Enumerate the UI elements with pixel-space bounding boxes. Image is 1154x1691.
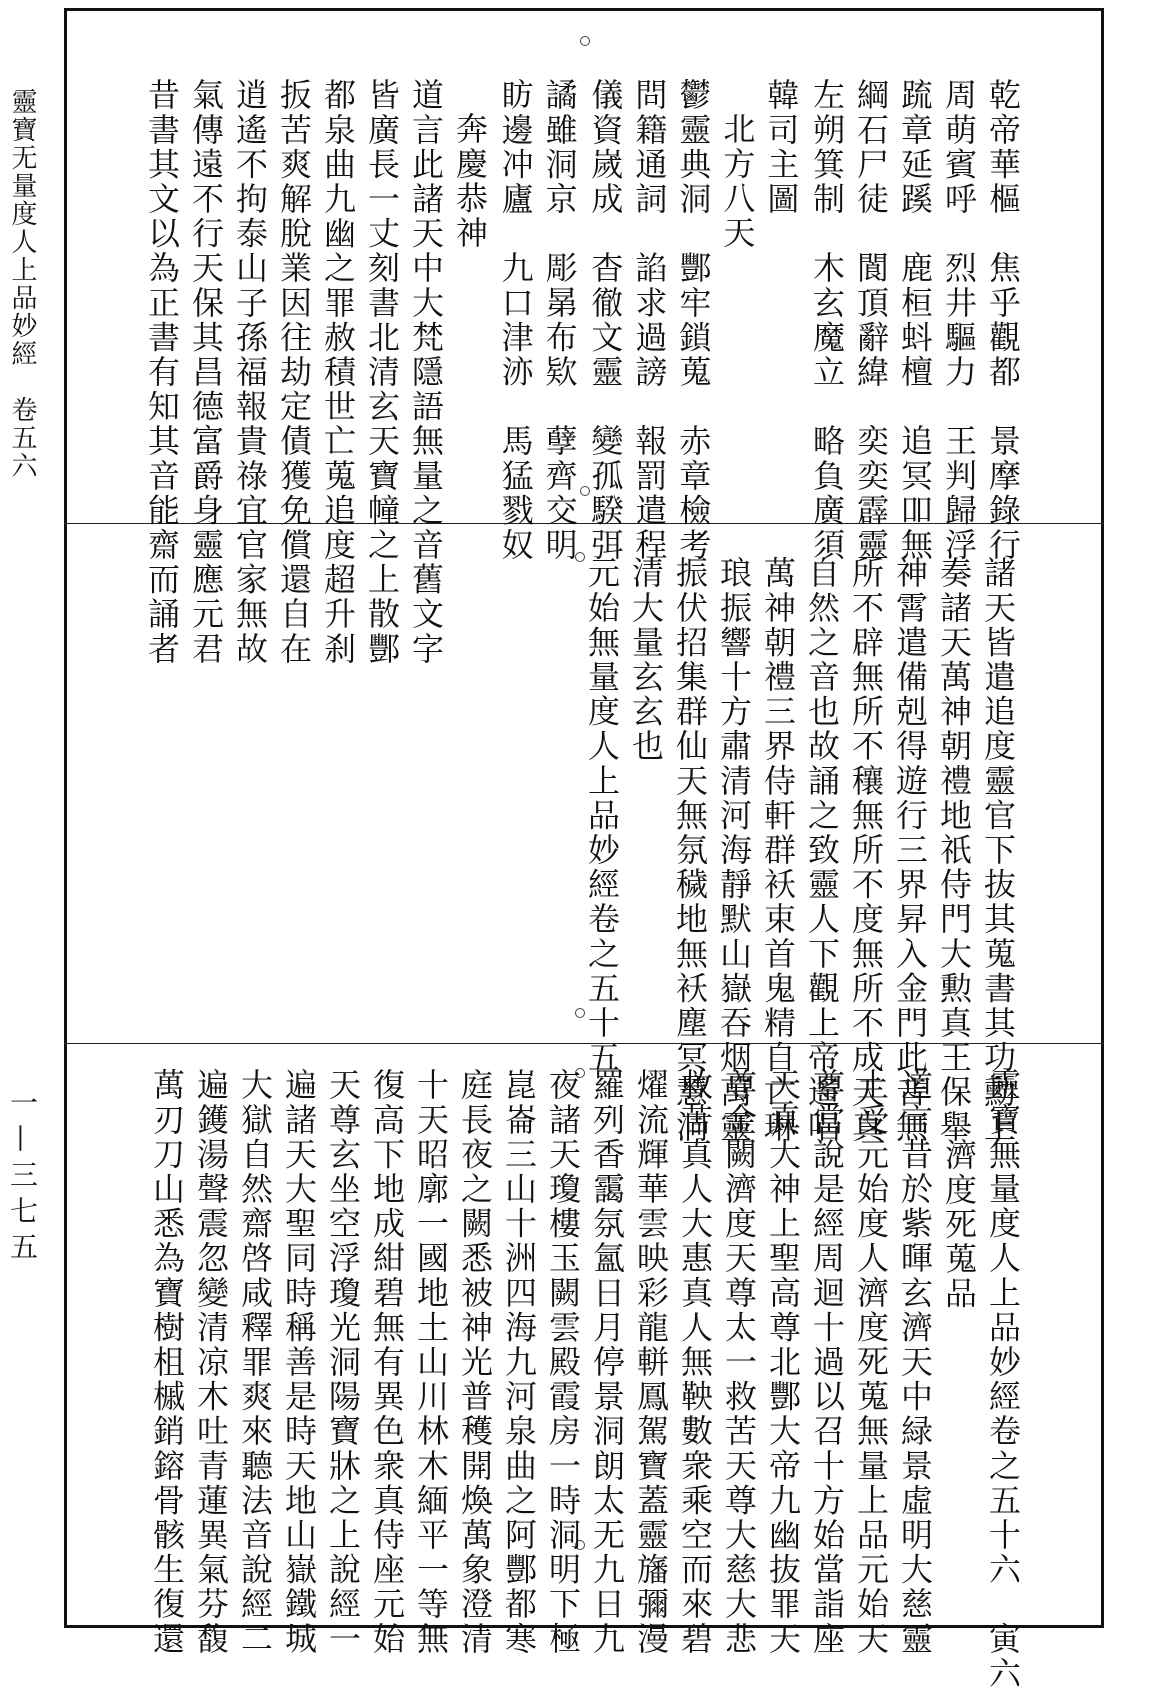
- text-column: 奔慶恭神: [450, 112, 489, 251]
- text-column: 諸天皆遣追度靈官下抜其蒐書其功勳上: [979, 556, 1017, 1145]
- column-spacer: [582, 78, 584, 542]
- text-column: 氣傳遠不行天保其昌德富爵身靈應元君: [186, 78, 225, 667]
- text-column: 問籍通詞 諂求過謗 報罰遣程: [630, 78, 669, 563]
- chapter-end-title: 元始無量度人上品妙經卷之五十五: [583, 556, 621, 1075]
- text-column: 道言此諸天中大梵隱語無量之音舊文字: [406, 78, 445, 667]
- text-block-section3: [140, 1068, 1025, 1691]
- text-column: 尊金闕濟度天尊太一救苦天尊大慈大悲: [720, 1068, 758, 1657]
- text-column: 庭長夜之闕悉被神光普穫開煥萬象澄清: [456, 1068, 494, 1657]
- chapter-start-title: 靈寶無量度人上品妙經卷之五十六 寅六: [984, 1068, 1022, 1691]
- text-column: 琅振響十方肅清河海靜默山嶽吞烟萬靈: [715, 556, 753, 1145]
- text-column: 乾帝華樞 焦乎觀都 景摩錄行: [984, 78, 1022, 563]
- text-column: 尊當說是經周迴十過以召十方始當詣座: [808, 1068, 846, 1657]
- text-column: 大獄自然齋啓咸釋罪爽來聽法音說經二: [236, 1068, 274, 1657]
- text-column: 儀資嵗成 杳徹文靈 變孤騤弭: [586, 78, 625, 563]
- text-block-section2: [583, 556, 1020, 1145]
- text-column: 自然之音也故誦之致靈人下觀上帝遙唱: [803, 556, 841, 1145]
- text-column: 韓司主圖: [762, 78, 801, 217]
- text-column: 周萌賓呼 烈井驅力 王判歸浮: [940, 78, 978, 563]
- text-column: 十天昭廓一國地土山川林木緬平一等無: [412, 1068, 450, 1657]
- text-column: 清大量玄玄也: [627, 556, 665, 764]
- text-column: 夜諸天瓊樓玉闕雲殿霞房一時洞明下極: [544, 1068, 582, 1657]
- text-column: 䟽章延蹊 鹿桓蚪檀 追冥吅無: [896, 78, 934, 563]
- chapter-subtitle: 濟度死蒐品: [940, 1138, 978, 1311]
- text-column: 振伏招集群仙天無氛穢地無袄塵冥慧洞: [671, 556, 709, 1145]
- text-column: 左朔箕制 木玄魔立 略負廣須: [808, 78, 846, 563]
- text-column: 逍遙不拘泰山子孫福報貴祿宜官家無故: [230, 78, 269, 667]
- text-column: 扳苦爽解脫業因往劫定債獲免償還自在: [274, 78, 313, 667]
- text-column: 萬神朝禮三界侍軒群袄束首鬼精自亡琳: [759, 556, 797, 1145]
- text-column: 遍鑊湯聲震忽變清凉木吐青蓮異氣芬馥: [192, 1068, 230, 1657]
- text-column: 譎雖洞京 彫晜布欵 孽齊交明: [540, 78, 579, 563]
- text-column: 燿流輝華雲映彩龍軿鳳駕寶蓋靈旛彌漫: [632, 1068, 670, 1657]
- text-column: 羅列香靄氛氳日月停景洞朗太无九日九: [588, 1068, 626, 1657]
- text-column: 土受元始度人濟度死蒐無量上品元始天: [852, 1068, 890, 1657]
- text-column: 遍諸天大聖同時稱善是時天地山嶽鐵城: [280, 1068, 318, 1657]
- text-column: 神霄遣備剋得遊行三界昇入金門此音無: [891, 556, 929, 1145]
- text-column: 復高下地成紺碧無有異色衆真侍座元始: [368, 1068, 406, 1657]
- column-spacer: [803, 78, 805, 542]
- margin-book-title: 靈寶无量度人上品妙經 卷五六: [7, 88, 37, 480]
- circle-mark-icon: [580, 36, 590, 46]
- text-column: 天真大神上聖高尊北酆大帝九幽抜罪天: [764, 1068, 802, 1657]
- text-column: 綱石尸徒 閬頂辭緯 奕奕霹靈: [852, 78, 890, 563]
- text-column: 奏諸天萬神朝禮地祇侍門大勲真王保舉: [935, 556, 973, 1145]
- text-column: 都泉曲九幽之罪赦積世亡蒐追度超升刹: [318, 78, 357, 667]
- margin-page-number: 一—三七五: [6, 1088, 39, 1268]
- text-column: 北方八天: [718, 112, 757, 251]
- text-column: 道言昔於紫暉玄濟天中緑景虛明大慈靈: [896, 1068, 934, 1657]
- text-column: 救苦真人大惠真人無鞅數衆乘空而來碧: [676, 1068, 714, 1657]
- text-column: 皆廣長一丈刻書北清玄天寶幢之上散酆: [362, 78, 401, 667]
- text-column: 崑崙三山十洲四海九河泉曲之阿酆都寒: [500, 1068, 538, 1657]
- text-column: 天尊玄坐空浮瓊光洞陽寶牀之上說經一: [324, 1068, 362, 1657]
- column-spacer: [492, 78, 494, 542]
- text-column: 鬱靈典洞 酆牢鎖蒐 赤章檢考: [674, 78, 713, 563]
- text-column: 萬刃刀山悉為寶樹柤槭銷鎔骨骸生復還: [148, 1068, 186, 1657]
- text-column: 所不辟無所不穰無所不度無所不成天真: [847, 556, 885, 1145]
- text-column: 昔書其文以為正書有知其音能齋而誦者: [142, 78, 181, 667]
- text-column: 眆邊冲廬 九口津洂 馬猛戮奴: [496, 78, 535, 563]
